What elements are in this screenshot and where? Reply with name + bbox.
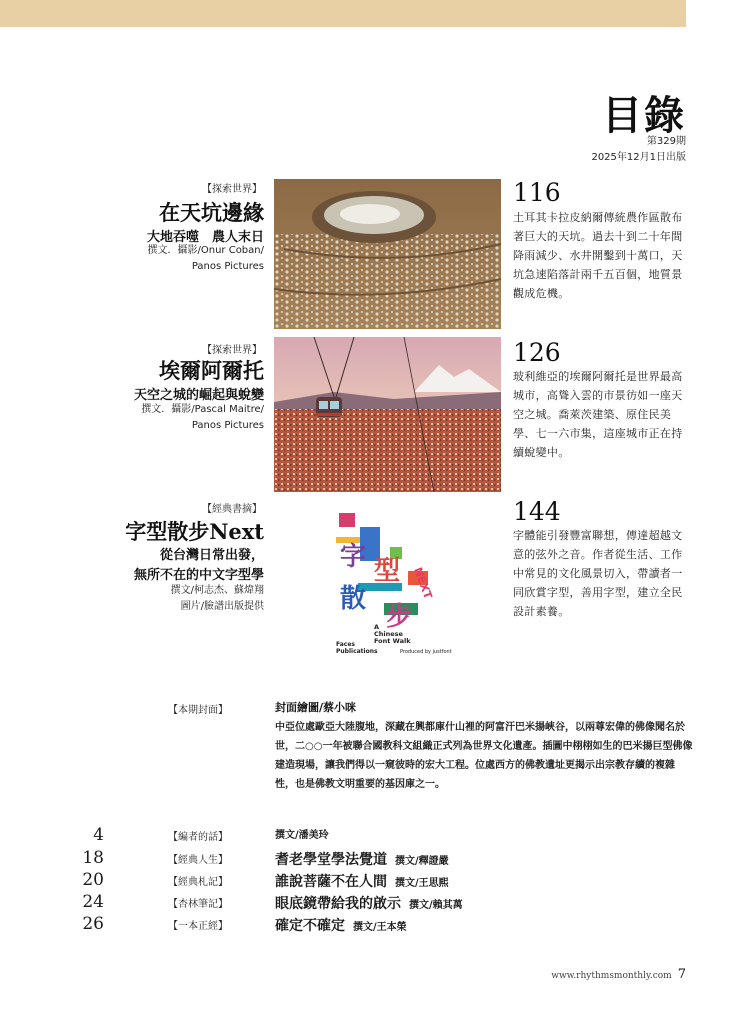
footer-url[interactable]: www.rhythmsmonthly.com <box>551 971 672 981</box>
toc-section-label: 【一本正經】 <box>168 921 228 932</box>
feature-2-page-number[interactable]: 126 <box>513 338 561 367</box>
toc-author: 撰文/王本榮 <box>353 922 407 933</box>
footer <box>551 967 686 982</box>
toc-entry <box>275 915 407 935</box>
feature-3-subtitle-line2: 無所不在的中文字型學 <box>133 568 264 583</box>
toc-entry <box>275 871 449 891</box>
feature-3-description: 字體能引發豐富聯想，傳達超越文意的弦外之音。作者從生活、工作中常見的文化風景切入，帶讀者一同欣賞字型，善用字型，建立全民設計素養。 <box>513 529 683 618</box>
book-cover-char-2: 型 <box>374 556 401 586</box>
feature-2-title[interactable]: 埃爾阿爾托 <box>159 358 264 383</box>
feature-1-sinkhole-photo[interactable] <box>274 179 501 329</box>
feature-2-credit-line1: 撰文．攝影/Pascal Maitre/ <box>141 404 264 415</box>
toc-title: 耆老學堂學法覺道 <box>275 852 387 868</box>
toc-page-number: 20 <box>82 870 104 890</box>
toc-title: 確定不確定 <box>275 918 345 934</box>
feature-1-description: 土耳其卡拉皮納爾傳統農作區散布著巨大的天坑。過去十到二十年間降雨減少、水井開鑿到十萬口，天坑急速陷落計兩千五百個，地質景觀成危機。 <box>513 211 683 300</box>
feature-3-credit <box>171 583 264 615</box>
feature-2-credit <box>141 402 264 434</box>
feature-2-subtitle: 天空之城的崛起與蛻變 <box>133 388 264 403</box>
toc-author: 撰文/王思熙 <box>395 878 449 889</box>
issue-info <box>591 134 686 166</box>
feature-2-description: 玻利維亞的埃爾阿爾托是世界最高城市，高聳入雲的市景彷如一座天空之城。喬萊茨建築、原住民美學、七一六市集，這座城市正在持續蛻變中。 <box>513 370 683 459</box>
feature-1-credit <box>148 243 265 275</box>
toc-page-number: 4 <box>93 825 104 845</box>
toc-page-number: 26 <box>82 914 104 934</box>
toc-title: 眼底鏡帶給我的啟示 <box>275 896 401 912</box>
book-cover-line3: Font Walk <box>374 637 411 645</box>
toc-section-label: 【經典人生】 <box>168 855 228 866</box>
book-cover[interactable] <box>334 507 452 657</box>
toc-author: 撰文/賴其萬 <box>409 900 463 911</box>
book-cover-line2: Chinese <box>374 630 403 638</box>
toc-entry <box>275 893 463 913</box>
feature-3-page-number[interactable]: 144 <box>513 497 561 526</box>
book-cover-char-3: 散 <box>340 584 367 614</box>
toc-section-label: 【經典札記】 <box>168 877 228 888</box>
cover-section-label: 【本期封面】 <box>168 705 228 716</box>
toc-author: 撰文/釋證嚴 <box>395 856 449 867</box>
toc-entry <box>275 849 449 869</box>
toc-entry <box>275 826 329 842</box>
issue-date: 2025年12月1日出版 <box>591 152 686 163</box>
book-cover-char-4: 步 <box>386 602 413 632</box>
book-cover-publisher1: Faces <box>336 641 355 648</box>
feature-2-credit-line2: Panos Pictures <box>191 420 264 431</box>
toc-section-label: 【杏林筆記】 <box>168 899 228 910</box>
book-cover-char-1: 字 <box>340 542 367 572</box>
toc-page-number: 18 <box>82 848 104 868</box>
issue-number: 第329期 <box>646 136 686 147</box>
toc-section-label: 【編者的話】 <box>168 832 228 843</box>
toc-page-number: 24 <box>82 892 104 912</box>
feature-2-cablecar-photo[interactable] <box>274 337 501 492</box>
top-color-bar <box>0 0 686 27</box>
feature-1-section-label: 【探索世界】 <box>202 184 262 195</box>
book-cover-line1: A <box>374 623 380 631</box>
feature-3-title[interactable]: 字型散步Next <box>125 519 264 544</box>
book-cover-next: NEXT <box>411 565 435 601</box>
feature-3-credit-line1: 撰文/柯志杰、蘇煒翔 <box>170 585 264 596</box>
toc-row-2[interactable] <box>0 848 748 870</box>
feature-1-title[interactable]: 在天坑邊緣 <box>159 200 264 225</box>
feature-1-credit-line2: Panos Pictures <box>191 261 264 272</box>
toc-row-5[interactable] <box>0 914 748 936</box>
toc-row-1[interactable] <box>0 825 748 847</box>
feature-3-subtitle-line1: 從台灣日常出發， <box>159 548 264 563</box>
footer-page-number: 7 <box>677 967 686 982</box>
toc-author: 撰文/潘美玲 <box>275 830 329 841</box>
feature-1-page-number[interactable]: 116 <box>513 178 561 207</box>
feature-2-section-label: 【探索世界】 <box>202 345 262 356</box>
feature-3-section-label: 【經典書摘】 <box>202 504 262 515</box>
page-title: 目錄 <box>602 92 686 139</box>
book-cover-produced: Produced by justfont <box>400 649 452 655</box>
feature-3-credit-line2: 圖片/臉譜出版提供 <box>180 601 264 612</box>
toc-row-4[interactable] <box>0 892 748 914</box>
toc-title: 誰說菩薩不在人間 <box>275 874 387 890</box>
feature-1-credit-line1: 撰文．攝影/Onur Coban/ <box>147 245 264 256</box>
toc-row-3[interactable] <box>0 870 748 892</box>
cover-description: 中亞位處歐亞大陸腹地，深藏在興都庫什山裡的阿富汗巴米揚峽谷，以兩尊宏偉的佛像聞名於世，二○○一年被聯合國教科文組織正式列為世界文化遺產。插圖中栩栩如生的巴米揚巨型佛像建造現場，讓我們得以一窺彼時的宏大工程。位處西方的佛教遺址更揭示出宗教存續的複雜性，也是佛教文明重要的基因庫之一。 <box>275 722 693 790</box>
feature-1-subtitle: 大地吞噬 農人末日 <box>146 230 264 245</box>
book-cover-publisher2: Publications <box>336 648 378 655</box>
cover-illustrator: 封面繪圖/蔡小咪 <box>275 701 357 714</box>
